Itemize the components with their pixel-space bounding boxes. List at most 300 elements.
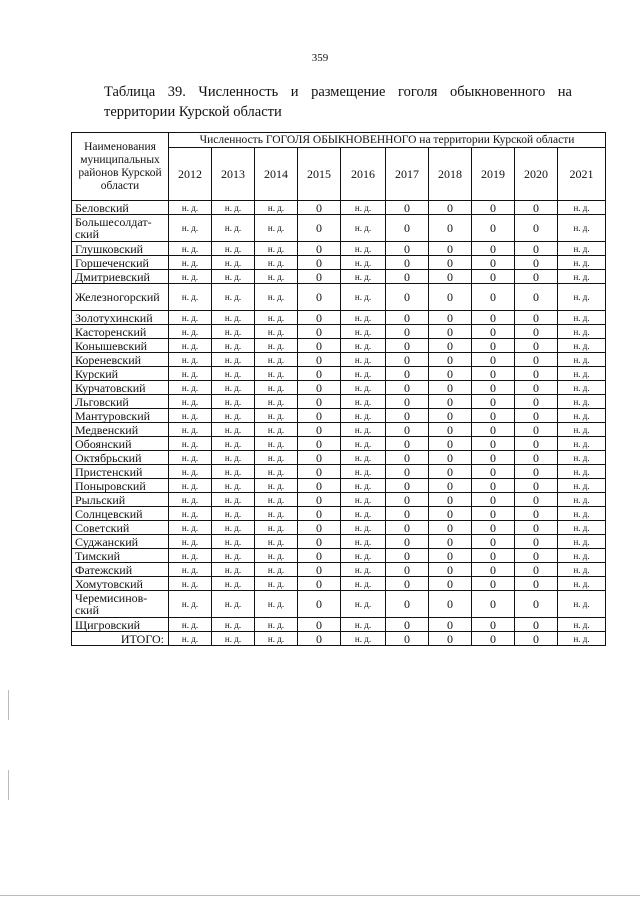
value-cell: н. д.: [255, 479, 298, 493]
value-cell: н. д.: [212, 339, 255, 353]
caption-word: 39.: [167, 84, 186, 100]
value-cell: н. д.: [169, 451, 212, 465]
value-cell: 0: [472, 563, 515, 577]
value-cell: 0: [515, 563, 558, 577]
value-cell: 0: [515, 215, 558, 242]
value-cell: 0: [515, 437, 558, 451]
value-cell: н. д.: [255, 367, 298, 381]
value-cell: н. д.: [169, 632, 212, 646]
value-cell: 0: [472, 395, 515, 409]
value-cell: 0: [298, 451, 341, 465]
value-cell: 0: [472, 437, 515, 451]
municipality-name: Железногорский: [72, 284, 169, 311]
value-cell: 0: [386, 577, 429, 591]
value-cell: н. д.: [255, 381, 298, 395]
table-caption: [104, 82, 572, 122]
table-row: [72, 284, 606, 311]
value-cell: н. д.: [169, 591, 212, 618]
value-cell: 0: [515, 521, 558, 535]
value-cell: 0: [429, 201, 472, 215]
value-cell: н. д.: [341, 563, 386, 577]
value-cell: 0: [386, 437, 429, 451]
value-cell: н. д.: [558, 367, 606, 381]
value-cell: 0: [386, 493, 429, 507]
value-cell: н. д.: [341, 367, 386, 381]
year-header: 2017: [386, 148, 429, 201]
table-row: [72, 577, 606, 591]
value-cell: н. д.: [255, 535, 298, 549]
value-cell: 0: [386, 632, 429, 646]
year-header: 2014: [255, 148, 298, 201]
municipality-name: Поныровский: [72, 479, 169, 493]
value-cell: н. д.: [558, 325, 606, 339]
value-cell: н. д.: [169, 618, 212, 632]
table-row: [72, 381, 606, 395]
value-cell: 0: [472, 479, 515, 493]
value-cell: 0: [298, 632, 341, 646]
value-cell: 0: [386, 423, 429, 437]
value-cell: 0: [515, 493, 558, 507]
table-row: [72, 311, 606, 325]
value-cell: н. д.: [341, 353, 386, 367]
municipality-name: Беловский: [72, 201, 169, 215]
caption-word: и: [290, 84, 299, 100]
value-cell: н. д.: [341, 242, 386, 256]
value-cell: н. д.: [255, 409, 298, 423]
value-cell: 0: [472, 242, 515, 256]
value-cell: 0: [472, 549, 515, 563]
value-cell: 0: [298, 367, 341, 381]
value-cell: н. д.: [558, 507, 606, 521]
value-cell: 0: [515, 479, 558, 493]
municipality-name: Золотухинский: [72, 311, 169, 325]
value-cell: 0: [429, 563, 472, 577]
value-cell: 0: [429, 242, 472, 256]
table-row: [72, 325, 606, 339]
value-cell: н. д.: [169, 563, 212, 577]
value-cell: 0: [429, 591, 472, 618]
value-cell: н. д.: [558, 549, 606, 563]
table-row: [72, 437, 606, 451]
value-cell: н. д.: [169, 353, 212, 367]
value-cell: н. д.: [255, 242, 298, 256]
value-cell: н. д.: [255, 284, 298, 311]
value-cell: 0: [472, 521, 515, 535]
value-cell: н. д.: [341, 577, 386, 591]
value-cell: 0: [515, 591, 558, 618]
value-cell: 0: [298, 465, 341, 479]
value-cell: 0: [472, 465, 515, 479]
year-header: 2018: [429, 148, 472, 201]
value-cell: н. д.: [255, 437, 298, 451]
total-row: [72, 632, 606, 646]
municipality-name: Курчатовский: [72, 381, 169, 395]
year-header: 2021: [558, 148, 606, 201]
value-cell: 0: [472, 284, 515, 311]
table-row: [72, 535, 606, 549]
municipality-name: Льговский: [72, 395, 169, 409]
value-cell: н. д.: [558, 632, 606, 646]
municipality-name: Кореневский: [72, 353, 169, 367]
table-row: [72, 242, 606, 256]
value-cell: 0: [298, 353, 341, 367]
value-cell: 0: [429, 325, 472, 339]
value-cell: н. д.: [558, 311, 606, 325]
value-cell: 0: [298, 521, 341, 535]
value-cell: 0: [298, 201, 341, 215]
value-cell: н. д.: [558, 465, 606, 479]
caption-word: на: [557, 84, 572, 100]
year-header: 2016: [341, 148, 386, 201]
value-cell: н. д.: [341, 423, 386, 437]
value-cell: н. д.: [255, 577, 298, 591]
value-cell: н. д.: [212, 381, 255, 395]
value-cell: 0: [298, 535, 341, 549]
value-cell: н. д.: [212, 493, 255, 507]
value-cell: 0: [429, 535, 472, 549]
value-cell: н. д.: [212, 270, 255, 284]
value-cell: 0: [429, 618, 472, 632]
value-cell: н. д.: [169, 311, 212, 325]
value-cell: н. д.: [341, 591, 386, 618]
caption-line-2: территории Курской области: [104, 104, 282, 120]
value-cell: 0: [472, 535, 515, 549]
value-cell: 0: [386, 353, 429, 367]
value-cell: 0: [472, 409, 515, 423]
value-cell: 0: [429, 465, 472, 479]
value-cell: 0: [515, 325, 558, 339]
municipality-column-header: Наименования муниципальных районов Курской области: [72, 133, 169, 201]
value-cell: 0: [472, 591, 515, 618]
value-cell: н. д.: [558, 423, 606, 437]
table-row: [72, 563, 606, 577]
year-header: 2012: [169, 148, 212, 201]
value-cell: 0: [298, 242, 341, 256]
value-cell: 0: [429, 451, 472, 465]
municipality-name: Хомутовский: [72, 577, 169, 591]
value-cell: 0: [298, 409, 341, 423]
value-cell: н. д.: [169, 437, 212, 451]
value-cell: н. д.: [558, 201, 606, 215]
value-cell: 0: [429, 437, 472, 451]
value-cell: н. д.: [255, 311, 298, 325]
municipality-name: Мантуровский: [72, 409, 169, 423]
value-cell: 0: [386, 618, 429, 632]
value-cell: н. д.: [169, 535, 212, 549]
value-cell: 0: [386, 284, 429, 311]
total-label: ИТОГО:: [72, 632, 169, 646]
value-cell: н. д.: [558, 577, 606, 591]
value-cell: 0: [515, 201, 558, 215]
value-cell: 0: [298, 339, 341, 353]
value-cell: 0: [515, 270, 558, 284]
value-cell: н. д.: [341, 451, 386, 465]
value-cell: н. д.: [212, 353, 255, 367]
value-cell: н. д.: [212, 591, 255, 618]
value-cell: н. д.: [212, 549, 255, 563]
value-cell: 0: [386, 549, 429, 563]
value-cell: 0: [298, 549, 341, 563]
table-row: [72, 521, 606, 535]
municipality-name: Дмитриевский: [72, 270, 169, 284]
data-table: [71, 132, 606, 646]
value-cell: н. д.: [341, 256, 386, 270]
municipality-name: Советский: [72, 521, 169, 535]
value-cell: н. д.: [169, 325, 212, 339]
year-header: 2013: [212, 148, 255, 201]
value-cell: 0: [472, 577, 515, 591]
value-cell: н. д.: [255, 521, 298, 535]
table-row: [72, 549, 606, 563]
value-cell: 0: [515, 381, 558, 395]
value-cell: н. д.: [341, 339, 386, 353]
value-cell: н. д.: [341, 521, 386, 535]
value-cell: 0: [515, 618, 558, 632]
value-cell: 0: [429, 284, 472, 311]
value-cell: 0: [472, 270, 515, 284]
value-cell: н. д.: [341, 479, 386, 493]
value-cell: н. д.: [212, 409, 255, 423]
value-cell: н. д.: [558, 521, 606, 535]
value-cell: н. д.: [255, 591, 298, 618]
caption-word: размещение: [311, 84, 386, 100]
value-cell: н. д.: [169, 270, 212, 284]
value-cell: 0: [386, 395, 429, 409]
value-cell: 0: [515, 256, 558, 270]
value-cell: 0: [429, 423, 472, 437]
value-cell: 0: [429, 409, 472, 423]
value-cell: н. д.: [558, 339, 606, 353]
value-cell: н. д.: [212, 367, 255, 381]
value-cell: н. д.: [255, 339, 298, 353]
value-cell: 0: [515, 465, 558, 479]
table-row: [72, 270, 606, 284]
value-cell: 0: [515, 353, 558, 367]
value-cell: н. д.: [169, 256, 212, 270]
value-cell: н. д.: [341, 507, 386, 521]
value-cell: н. д.: [341, 284, 386, 311]
value-cell: н. д.: [558, 535, 606, 549]
value-cell: 0: [386, 507, 429, 521]
table-row: [72, 493, 606, 507]
value-cell: 0: [386, 242, 429, 256]
municipality-name: Глушковский: [72, 242, 169, 256]
value-cell: 0: [298, 423, 341, 437]
value-cell: 0: [298, 270, 341, 284]
value-cell: н. д.: [341, 270, 386, 284]
table-row: [72, 423, 606, 437]
value-cell: н. д.: [558, 242, 606, 256]
municipality-name: Курский: [72, 367, 169, 381]
value-cell: 0: [386, 591, 429, 618]
value-cell: н. д.: [255, 632, 298, 646]
value-cell: 0: [429, 507, 472, 521]
value-cell: 0: [386, 201, 429, 215]
value-cell: 0: [386, 535, 429, 549]
municipality-name: Солнцевский: [72, 507, 169, 521]
value-cell: н. д.: [255, 325, 298, 339]
table-row: [72, 395, 606, 409]
table-row: [72, 409, 606, 423]
value-cell: 0: [386, 409, 429, 423]
value-cell: н. д.: [169, 465, 212, 479]
value-cell: н. д.: [255, 493, 298, 507]
value-cell: 0: [515, 284, 558, 311]
value-cell: 0: [472, 493, 515, 507]
value-cell: 0: [386, 270, 429, 284]
value-cell: н. д.: [255, 423, 298, 437]
value-cell: 0: [515, 577, 558, 591]
municipality-name: Касторенский: [72, 325, 169, 339]
value-cell: 0: [429, 549, 472, 563]
value-cell: 0: [298, 256, 341, 270]
value-cell: 0: [472, 339, 515, 353]
value-cell: н. д.: [558, 270, 606, 284]
value-cell: н. д.: [169, 339, 212, 353]
caption-word: Численность: [198, 84, 279, 100]
value-cell: н. д.: [558, 563, 606, 577]
value-cell: 0: [515, 507, 558, 521]
value-cell: 0: [472, 367, 515, 381]
value-cell: 0: [515, 423, 558, 437]
value-cell: н. д.: [558, 215, 606, 242]
value-cell: н. д.: [169, 577, 212, 591]
caption-word: гоголя: [398, 84, 438, 100]
value-cell: 0: [429, 339, 472, 353]
value-cell: н. д.: [558, 618, 606, 632]
table-row: [72, 353, 606, 367]
value-cell: н. д.: [558, 395, 606, 409]
value-cell: 0: [386, 381, 429, 395]
margin-mark: [8, 690, 9, 720]
value-cell: н. д.: [341, 395, 386, 409]
value-cell: н. д.: [212, 423, 255, 437]
value-cell: 0: [515, 242, 558, 256]
value-cell: н. д.: [212, 521, 255, 535]
municipality-name: Обоянский: [72, 437, 169, 451]
value-cell: н. д.: [558, 493, 606, 507]
value-cell: 0: [472, 256, 515, 270]
value-cell: 0: [429, 395, 472, 409]
value-cell: 0: [429, 311, 472, 325]
municipality-name: Черемисинов-ский: [72, 591, 169, 618]
value-cell: 0: [386, 339, 429, 353]
value-cell: н. д.: [212, 215, 255, 242]
value-cell: н. д.: [341, 493, 386, 507]
value-cell: 0: [298, 437, 341, 451]
value-cell: н. д.: [558, 381, 606, 395]
value-cell: н. д.: [341, 632, 386, 646]
value-cell: 0: [472, 423, 515, 437]
table-row: [72, 507, 606, 521]
value-cell: 0: [472, 507, 515, 521]
value-cell: н. д.: [255, 215, 298, 242]
value-cell: н. д.: [255, 563, 298, 577]
value-cell: н. д.: [255, 201, 298, 215]
caption-line-1: [104, 82, 572, 102]
value-cell: 0: [472, 618, 515, 632]
caption-word: Таблица: [104, 84, 156, 100]
value-cell: н. д.: [341, 325, 386, 339]
value-cell: н. д.: [169, 201, 212, 215]
value-cell: 0: [472, 451, 515, 465]
value-cell: 0: [386, 521, 429, 535]
value-cell: 0: [515, 339, 558, 353]
value-cell: н. д.: [169, 381, 212, 395]
value-cell: 0: [429, 270, 472, 284]
value-cell: 0: [429, 479, 472, 493]
scan-edge-line: [0, 895, 640, 896]
table-row: [72, 591, 606, 618]
value-cell: 0: [429, 367, 472, 381]
value-cell: 0: [386, 325, 429, 339]
value-cell: н. д.: [212, 437, 255, 451]
year-header: 2015: [298, 148, 341, 201]
value-cell: 0: [429, 353, 472, 367]
value-cell: н. д.: [169, 395, 212, 409]
municipality-name: Конышевский: [72, 339, 169, 353]
value-cell: 0: [472, 215, 515, 242]
value-cell: 0: [298, 284, 341, 311]
value-cell: н. д.: [255, 451, 298, 465]
value-cell: н. д.: [255, 353, 298, 367]
value-cell: н. д.: [212, 479, 255, 493]
value-cell: н. д.: [341, 465, 386, 479]
value-cell: н. д.: [255, 549, 298, 563]
value-cell: 0: [298, 395, 341, 409]
municipality-name: Суджанский: [72, 535, 169, 549]
value-cell: 0: [429, 381, 472, 395]
value-cell: 0: [386, 563, 429, 577]
municipality-name: Горшеченский: [72, 256, 169, 270]
value-cell: н. д.: [212, 284, 255, 311]
value-cell: 0: [515, 395, 558, 409]
value-cell: н. д.: [558, 591, 606, 618]
value-cell: 0: [429, 577, 472, 591]
value-cell: 0: [429, 215, 472, 242]
municipality-name: Пристенский: [72, 465, 169, 479]
value-cell: н. д.: [169, 423, 212, 437]
value-cell: н. д.: [341, 381, 386, 395]
value-cell: 0: [298, 563, 341, 577]
page-number: 359: [311, 52, 329, 64]
year-header: 2019: [472, 148, 515, 201]
value-cell: н. д.: [212, 465, 255, 479]
value-cell: 0: [515, 535, 558, 549]
value-cell: 0: [472, 325, 515, 339]
value-cell: н. д.: [169, 409, 212, 423]
value-cell: 0: [515, 409, 558, 423]
value-cell: н. д.: [212, 256, 255, 270]
value-cell: н. д.: [169, 479, 212, 493]
value-cell: 0: [298, 591, 341, 618]
value-cell: н. д.: [212, 325, 255, 339]
value-cell: н. д.: [255, 507, 298, 521]
value-cell: н. д.: [169, 549, 212, 563]
value-cell: 0: [298, 577, 341, 591]
value-cell: 0: [429, 256, 472, 270]
value-cell: 0: [472, 632, 515, 646]
table-row: [72, 339, 606, 353]
value-cell: н. д.: [169, 521, 212, 535]
table-row: [72, 451, 606, 465]
value-cell: 0: [515, 367, 558, 381]
municipality-name: Тимский: [72, 549, 169, 563]
value-cell: 0: [298, 493, 341, 507]
value-cell: 0: [386, 367, 429, 381]
value-cell: 0: [298, 507, 341, 521]
table-row: [72, 367, 606, 381]
